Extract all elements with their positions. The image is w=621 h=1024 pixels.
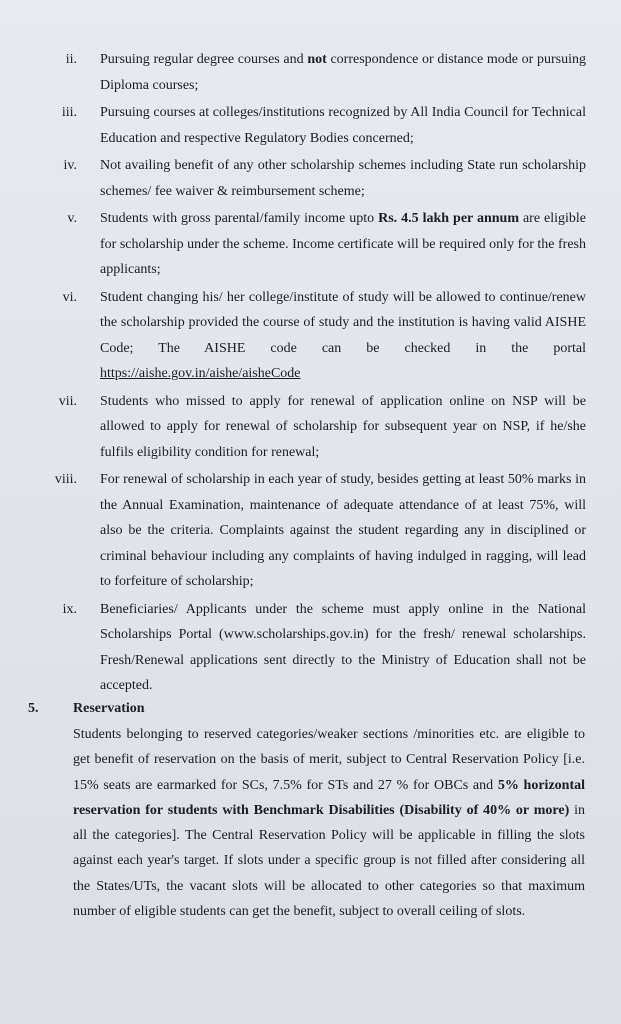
list-item xyxy=(0,467,621,595)
item-number: iv. xyxy=(63,158,77,173)
item-number: vi. xyxy=(62,289,77,305)
eligibility-list xyxy=(0,47,621,701)
list-item xyxy=(0,285,621,387)
section-title: Reservation xyxy=(73,701,145,716)
item-number: v. xyxy=(67,211,77,226)
item-text: Beneficiaries/ Applicants under the scheme must apply online in the National Scholarships Portal (www.scholarships.gov.in) for the fresh/ renewal scholarships. Fresh/Renewal applications sent directly to the Ministry of Education shall not be accepted. xyxy=(100,601,586,693)
item-text: Students who missed to apply for renewal of application online on NSP will be allowed to apply for renewal of scholarship for subsequent year on NSP, if he/she fulfils eligibility condition for renewal; xyxy=(100,393,586,460)
item-number: ix. xyxy=(62,601,77,617)
item-text: Pursuing regular degree courses and not correspondence or distance mode or pursuing Diploma courses; xyxy=(100,52,586,93)
list-item xyxy=(0,100,621,151)
list-item xyxy=(0,47,621,98)
item-text: Pursuing courses at colleges/institutions recognized by All India Council for Technical Education and respective Regulatory Bodies concerned; xyxy=(100,105,586,146)
list-item xyxy=(0,389,621,466)
item-text: Students with gross parental/family income upto Rs. 4.5 lakh per annum are eligible for scholarship under the scheme. Income certificate will be required only for the fresh applicants; xyxy=(100,211,586,277)
list-item xyxy=(0,597,621,699)
list-item xyxy=(0,206,621,283)
item-number: iii. xyxy=(61,105,77,120)
item-number: vii. xyxy=(58,393,77,409)
item-text: Not availing benefit of any other scholarship schemes including State run scholarship schemes/ fee waiver & reimbursement scheme; xyxy=(100,158,586,199)
aishe-link[interactable]: https://aishe.gov.in/aishe/aisheCode xyxy=(100,366,301,381)
item-text: For renewal of scholarship in each year of study, besides getting at least 50% marks in the Annual Examination, maintenance of adequate attendance of at least 75%, will also be the criteria. Complaints against the student regarding any in disciplined or criminal behaviour including any complaints of having indulged in ragging, will lead to forfeiture of scholarship; xyxy=(100,472,586,589)
section-number: 5. xyxy=(28,701,39,716)
item-text: Student changing his/ her college/institute of study will be allowed to continue/renew the scholarship provided the course of study and the institution is having valid AISHE Code; The AISHE code can be checked in the portal https://aishe.gov.in/aishe/aisheCode xyxy=(100,289,586,381)
item-number: ii. xyxy=(65,52,77,67)
section-body: Students belonging to reserved categories/weaker sections /minorities etc. are eligible to get benefit of reservation on the basis of merit, subject to Central Reservation Policy [i.e. 15% seats are earmarked for SCs, 7.5% for STs and 27 % for OBCs and 5% horizontal reservation for students with Benchmark Disabilities (Disability of 40% or more) in all the categories]. The Central Reservation Policy will be applicable in filling the slots against each year's target. If slots under a specific group is not filled after considering all the States/UTs, the vacant slots will be allocated to other categories so that maximum number of eligible students can get the benefit, subject to overall ceiling of slots. xyxy=(73,727,585,920)
list-item xyxy=(0,153,621,204)
item-number: viii. xyxy=(54,472,77,487)
